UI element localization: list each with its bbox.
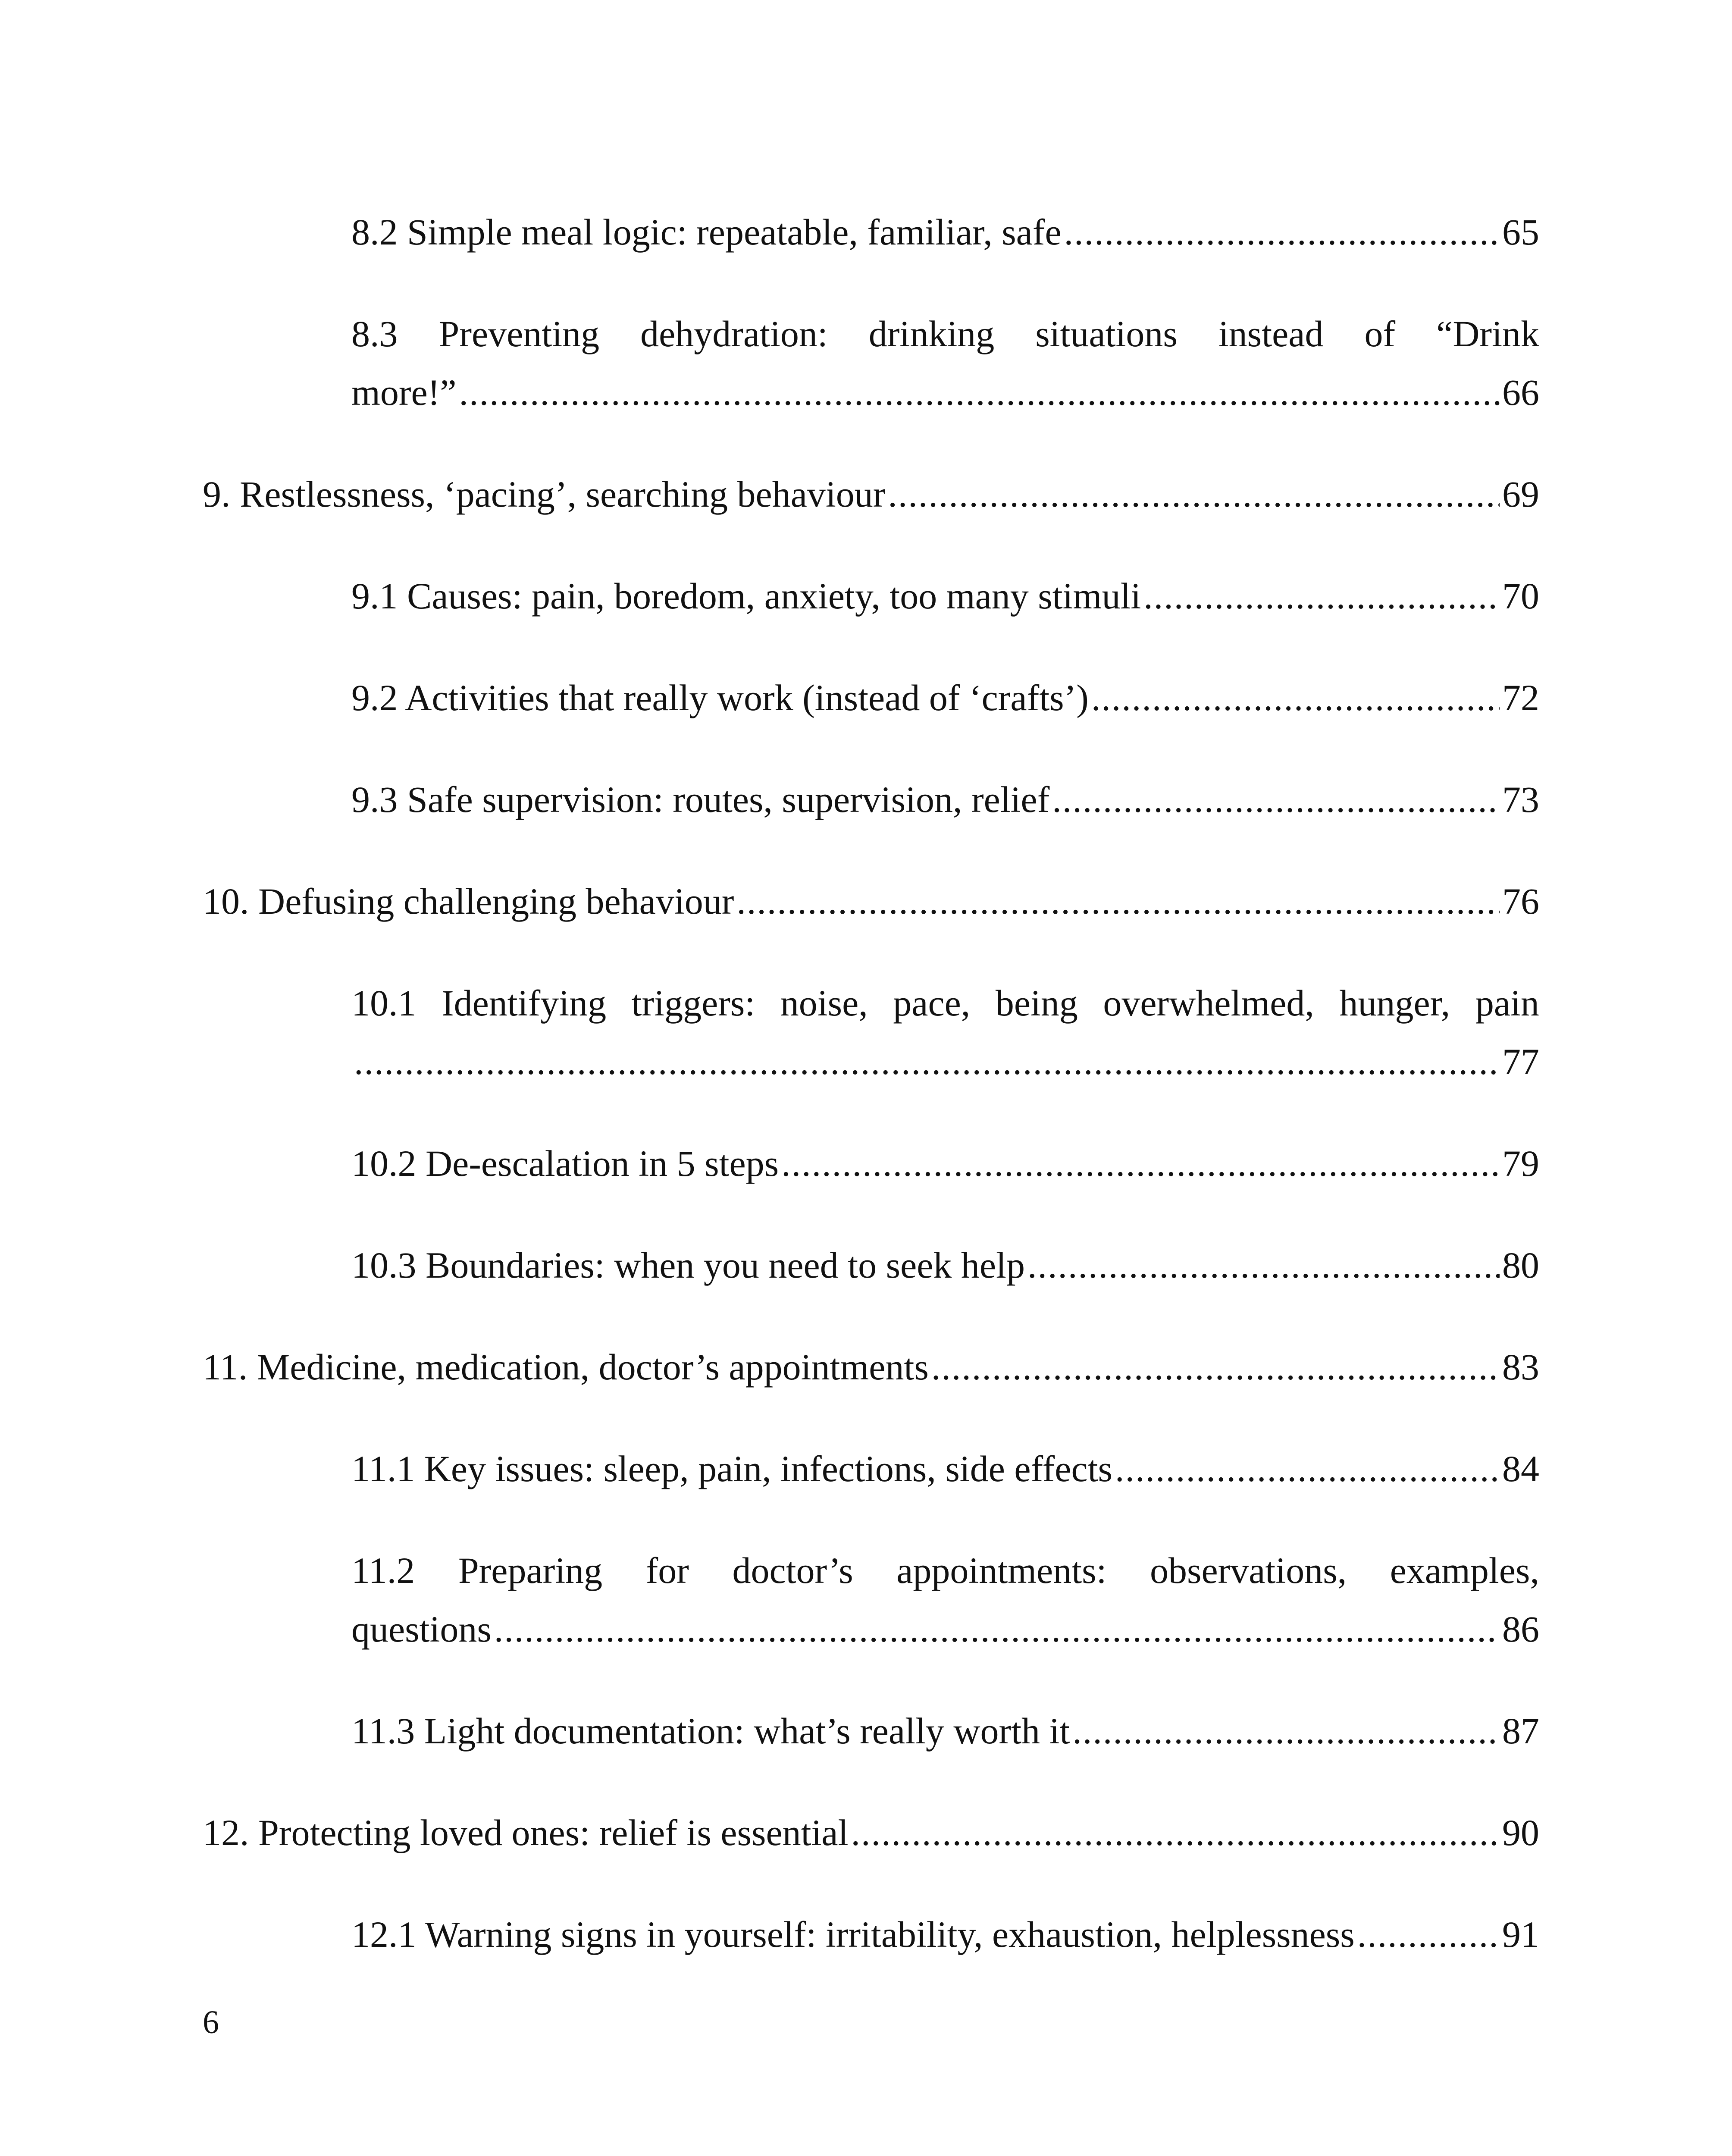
dot-leader [1072, 1702, 1500, 1760]
toc-entry-page: 86 [1502, 1608, 1539, 1650]
toc-entry-11-1[interactable] [351, 1439, 1539, 1498]
toc-entry-page: 91 [1502, 1914, 1539, 1955]
toc-entry-title-line1: 11.2 Preparing for doctor’s appointments: observations, examples, [351, 1550, 1539, 1591]
dot-leader [1357, 1905, 1500, 1964]
toc-entry-page: 65 [1502, 211, 1539, 253]
toc-entry-title: 11.1 Key issues: sleep, pain, infections, side effects [351, 1448, 1112, 1489]
toc-entry-page: 66 [1502, 372, 1539, 413]
toc-entry-page: 79 [1502, 1143, 1539, 1184]
toc-entry-title: 12. Protecting loved ones: relief is essential [203, 1812, 849, 1853]
dot-leader [1052, 770, 1500, 829]
toc-entry-10-2[interactable] [351, 1134, 1539, 1193]
toc-entry-page: 73 [1502, 779, 1539, 820]
toc-entry-page: 80 [1502, 1244, 1539, 1286]
toc-entry-9-2[interactable] [351, 668, 1539, 727]
toc-entry-page: 72 [1502, 677, 1539, 718]
toc-entry-page: 70 [1502, 575, 1539, 617]
toc-entry-11-3[interactable] [351, 1702, 1539, 1760]
dot-leader [1091, 668, 1500, 727]
toc-entry-10[interactable] [203, 872, 1539, 931]
toc-entry-title-line2: questions [351, 1608, 492, 1650]
dot-leader [1143, 567, 1500, 625]
toc-entry-title-line1: 10.1 Identifying triggers: noise, pace, being overwhelmed, hunger, pain [351, 982, 1539, 1024]
dot-leader [459, 363, 1500, 422]
dot-leader [1064, 203, 1500, 261]
toc-entry-10-1[interactable] [351, 974, 1539, 1091]
toc-entry-9-3[interactable] [351, 770, 1539, 829]
toc-entry-title: 9.1 Causes: pain, boredom, anxiety, too many stimuli [351, 575, 1141, 617]
dot-leader [736, 872, 1500, 931]
toc-entry-title: 8.2 Simple meal logic: repeatable, familiar, safe [351, 211, 1062, 253]
toc-entry-12-1[interactable] [351, 1905, 1539, 1964]
toc-entry-page: 87 [1502, 1710, 1539, 1752]
toc-entry-title: 11.3 Light documentation: what’s really worth it [351, 1710, 1070, 1752]
page-number: 6 [203, 2004, 219, 2040]
toc-entry-title: 9.2 Activities that really work (instead of ‘crafts’) [351, 677, 1089, 718]
toc-entry-page: 90 [1502, 1812, 1539, 1853]
dot-leader [1115, 1439, 1500, 1498]
toc-entry-8-3[interactable] [351, 304, 1539, 422]
dot-leader [888, 465, 1500, 523]
toc-entry-9[interactable] [203, 465, 1539, 523]
toc-entry-page: 83 [1502, 1346, 1539, 1388]
toc-entry-page: 69 [1502, 473, 1539, 515]
toc-entry-9-1[interactable] [351, 567, 1539, 625]
toc-entry-8-2[interactable] [351, 203, 1539, 261]
toc-entry-title: 9.3 Safe supervision: routes, supervision, relief [351, 779, 1050, 820]
toc-entry-title: 9. Restlessness, ‘pacing’, searching behaviour [203, 473, 886, 515]
toc-entry-10-3[interactable] [351, 1236, 1539, 1294]
toc-entry-page: 76 [1502, 881, 1539, 922]
toc-entry-page: 77 [1502, 1041, 1539, 1082]
dot-leader [1027, 1236, 1500, 1294]
dot-leader [851, 1803, 1500, 1862]
dot-leader [354, 1032, 1500, 1091]
toc-entry-title: 12.1 Warning signs in yourself: irritability, exhaustion, helplessness [351, 1914, 1355, 1955]
dot-leader [494, 1600, 1500, 1658]
toc-entry-11-2[interactable] [351, 1541, 1539, 1658]
toc-entry-11[interactable] [203, 1338, 1539, 1396]
toc-entry-title-line1: 8.3 Preventing dehydration: drinking situations instead of “Drink [351, 313, 1539, 354]
toc-entry-title: 10.3 Boundaries: when you need to seek help [351, 1244, 1025, 1286]
dot-leader [931, 1338, 1500, 1396]
toc-entry-page: 84 [1502, 1448, 1539, 1489]
toc-entry-title-line2: more!” [351, 372, 457, 413]
toc-entry-title: 10.2 De-escalation in 5 steps [351, 1143, 779, 1184]
toc-entry-12[interactable] [203, 1803, 1539, 1862]
toc-entry-title: 11. Medicine, medication, doctor’s appointments [203, 1346, 929, 1388]
toc-entry-title: 10. Defusing challenging behaviour [203, 881, 734, 922]
table-of-contents [203, 203, 1539, 1964]
dot-leader [781, 1134, 1500, 1193]
